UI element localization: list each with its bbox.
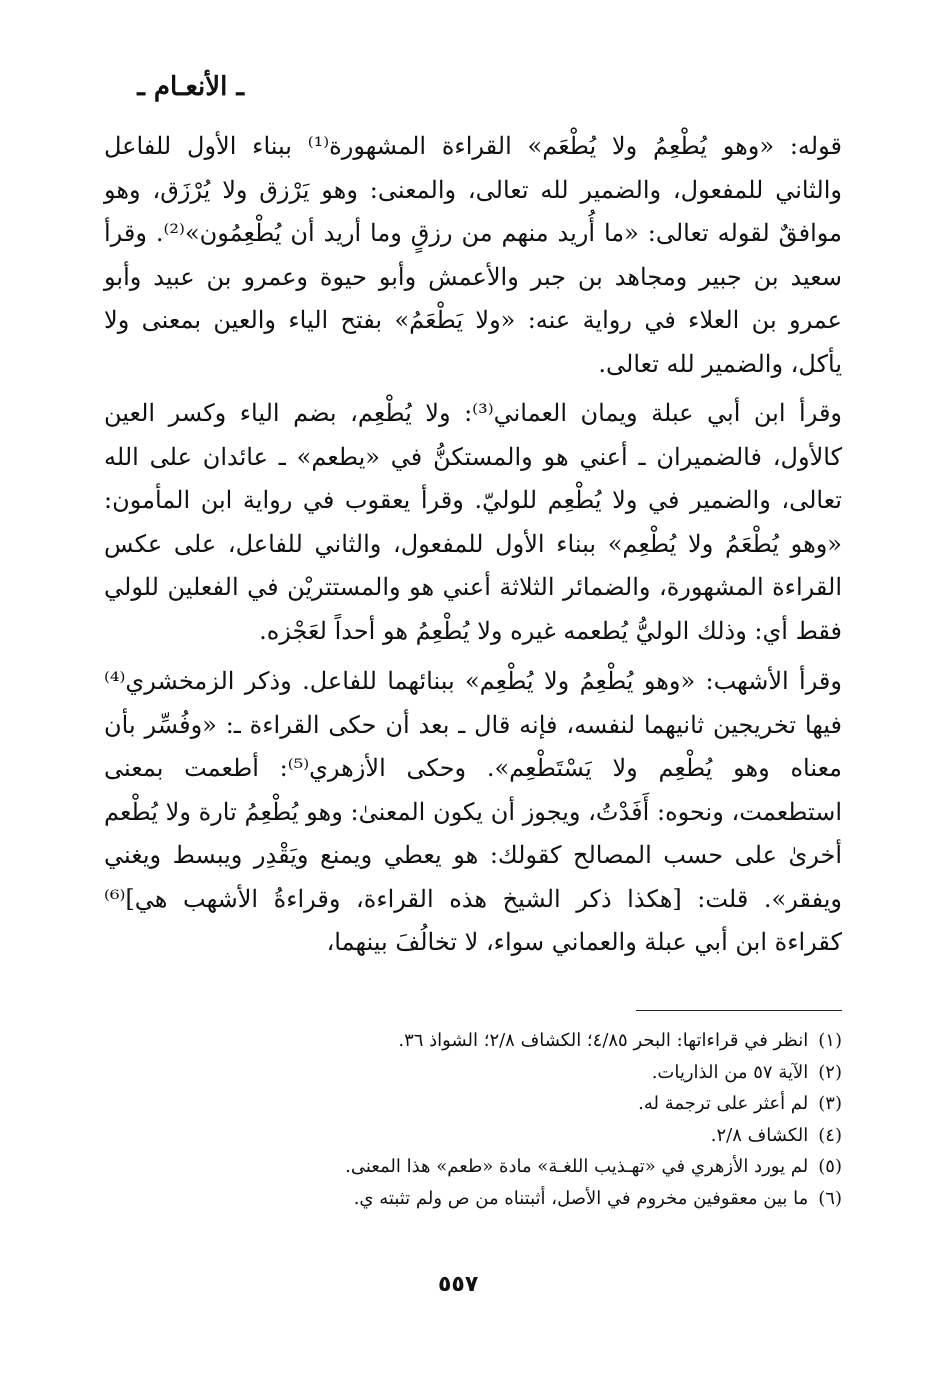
page-number: ٥٥٧ xyxy=(438,1272,479,1297)
footnote-number: (٦) xyxy=(818,1187,842,1209)
footnote-text: ما بين معقوفين مخروم في الأصل، أثبتناه من ص ولم تثبته ي. xyxy=(353,1187,809,1209)
paragraph-text: وقرأ الأشهب: «وهو يُطْعِمُ ولا يُطْعِم» ببنائهما للفاعل. وذكر الزمخشري⁽⁴⁾ فيها تخريجين ثانيهما لنفسه، فإنه قال ـ بعد أن حكى القراءة ـ: «وفُسِّر بأن معناه وهو يُطْعِم ولا يَسْتَطْعِم». وحكى الأزهري⁽⁵⁾: أطعمت بمعنى استطعمت، ونحوه: أَفَدْتُ، ويجوز أن يكون المعنىٰ: وهو يُطْعِمُ تارة ولا يُطْعم أخرىٰ على حسب المصالح كقولك: هو يعطي ويمنع ويَقْدِر ويبسط ويغني ويفقر». قلت: [هكذا ذكر الشيخ هذه القراءة، وقراءةُ الأشهب هي]⁽⁶⁾ كقراءة ابن أبي عبلة والعماني سواء، لا تخالُفَ بينهما، xyxy=(104,667,843,956)
footnote-text: لم يورد الأزهري في «تهـذيب اللغـة» مادة «طعم» هذا المعنى. xyxy=(345,1156,809,1177)
footnote-text: الكشاف ٢/٨. xyxy=(710,1124,809,1146)
footnote-item xyxy=(104,1183,842,1215)
body-paragraph-1 xyxy=(104,125,842,386)
footnote-text: لم أعثر على ترجمة له. xyxy=(638,1093,809,1114)
footnote-item xyxy=(104,1151,842,1183)
paragraph-text: وقرأ ابن أبي عبلة ويمان العماني⁽³⁾: ولا يُطْعِم، بضم الياء وكسر العين كالأول، فالضميران ـ أعني هو والمستكنُّ في «يطعم» ـ عائدان على الله تعالى، والضمير في ولا يُطْعِم للوليّ. وقرأ يعقوب في رواية ابن المأمون: «وهو يُطْعَمُ ولا يُطْعِم» ببناء الأول للمفعول، والثاني للفاعل، على عكس القراءة المشهورة، والضمائر الثلاثة أعني هو والمستتريْن في الفعلين للولي فقط أي: وذلك الوليُّ يُطعمه غيره ولا يُطْعِمُ هو أحداً لعَجْزه. xyxy=(104,399,843,645)
footnote-item xyxy=(104,1088,842,1120)
footnote-separator xyxy=(636,1010,842,1011)
running-header: ـ الأنعـام ـ xyxy=(137,72,244,102)
footnote-number: (٤) xyxy=(818,1124,842,1146)
footnote-number: (٥) xyxy=(818,1156,842,1177)
body-paragraph-3 xyxy=(104,660,842,965)
footnotes-list xyxy=(104,1025,842,1214)
footnote-item xyxy=(104,1120,842,1152)
footnote-text: الآية ٥٧ من الذاريات. xyxy=(651,1061,809,1083)
footnote-number: (١) xyxy=(818,1030,842,1051)
footnote-text: انظر في قراءاتها: البحر ٤/٨٥؛ الكشاف ٢/٨؛ الشواذ ٣٦. xyxy=(398,1030,809,1051)
footnote-number: (٢) xyxy=(818,1061,842,1083)
footnote-item xyxy=(104,1057,842,1089)
footnote-item xyxy=(104,1025,842,1057)
paragraph-text: قوله: «وهو يُطْعِمُ ولا يُطْعَم» القراءة المشهورة⁽¹⁾ ببناء الأول للفاعل والثاني للمفعول، والضمير لله تعالى، والمعنى: وهو يَرْزق ولا يُرْزَق، وهو موافقٌ لقوله تعالى: «ما أُريد منهم من رزقٍ وما أريد أن يُطْعِمُون»⁽²⁾. وقرأ سعيد بن جبير ومجاهد بن جبر والأعمش وأبو حيوة وعمرو بن عبيد وأبو عمرو بن العلاء في رواية عنه: «ولا يَطْعَمُ» بفتح الياء والعين بمعنى ولا يأكل، والضمير لله تعالى. xyxy=(104,132,842,378)
footnote-number: (٣) xyxy=(818,1093,842,1114)
body-paragraph-2 xyxy=(104,392,842,653)
